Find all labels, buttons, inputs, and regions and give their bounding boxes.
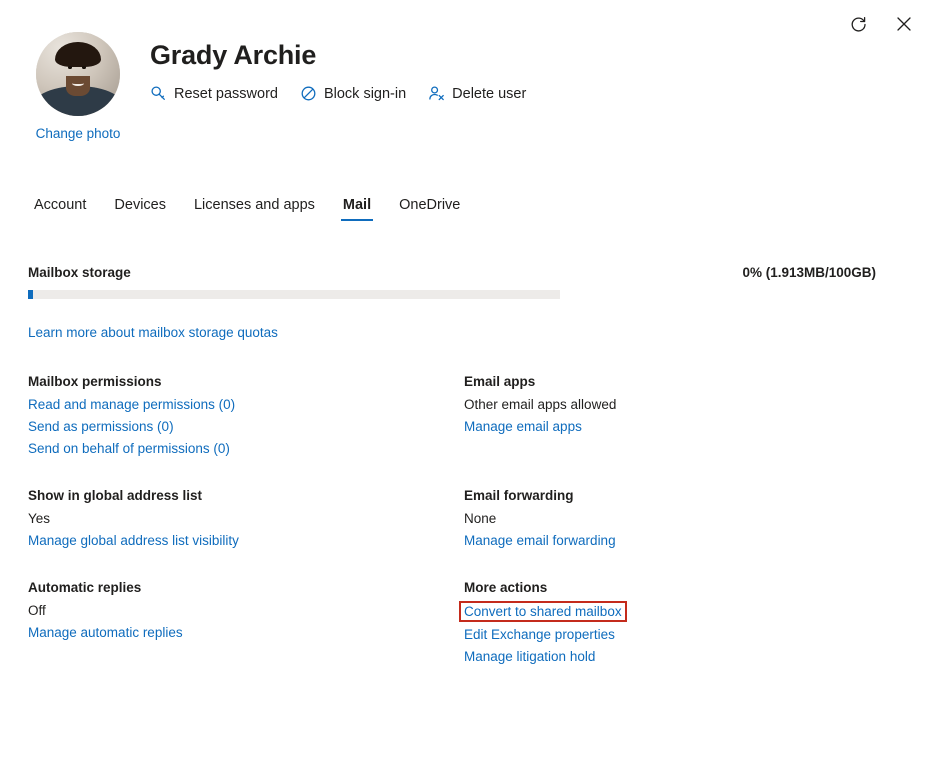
global-address-list-value: Yes [28,511,51,526]
identity-column [150,32,526,102]
email-forwarding-title: Email forwarding [464,488,574,503]
block-icon [300,85,317,102]
mailbox-storage-bar-row [28,290,904,299]
send-as-permissions-link[interactable]: Send as permissions (0) [28,419,174,434]
mailbox-permissions-title: Mailbox permissions [28,374,162,389]
reset-password-button[interactable] [150,85,278,102]
manage-global-address-list-visibility-link[interactable]: Manage global address list visibility [28,533,239,548]
manage-litigation-hold-link[interactable]: Manage litigation hold [464,649,596,664]
storage-progress-fill [28,290,33,299]
close-button[interactable] [888,8,920,40]
refresh-icon [849,15,868,34]
tab-licenses-and-apps[interactable]: Licenses and apps [193,196,315,213]
global-address-list-title: Show in global address list [28,488,203,503]
group-automatic-replies [28,580,464,671]
group-more-actions [464,580,904,671]
mailbox-storage-label: Mailbox storage [28,265,131,280]
tab-mail[interactable]: Mail [329,198,385,222]
delete-user-button[interactable] [428,85,526,102]
key-icon [150,85,167,102]
tab-bar [28,187,932,221]
mail-settings-grid [28,374,904,696]
edit-exchange-properties-link[interactable]: Edit Exchange properties [464,627,615,642]
delete-user-label: Delete user [452,85,527,102]
convert-to-shared-mailbox-link[interactable]: Convert to shared mailbox [461,603,625,620]
page-title: Grady Archie [150,40,317,70]
storage-progress-track [28,290,560,299]
mailbox-storage-value: 0% (1.913MB/100GB) [742,265,876,280]
read-and-manage-permissions-link[interactable]: Read and manage permissions (0) [28,397,236,412]
block-signin-label: Block sign-in [323,85,407,102]
group-mailbox-permissions [28,374,464,463]
mailbox-storage-section [28,265,904,342]
change-photo-link[interactable]: Change photo [35,126,121,141]
manage-automatic-replies-link[interactable]: Manage automatic replies [28,625,183,640]
send-on-behalf-of-permissions-link[interactable]: Send on behalf of permissions (0) [28,441,230,456]
window-controls [842,8,920,40]
refresh-button[interactable] [842,8,874,40]
more-actions-title: More actions [464,580,548,595]
tab-account[interactable]: Account [34,196,87,213]
automatic-replies-value: Off [28,603,46,618]
block-signin-button[interactable] [300,85,406,102]
group-email-apps [464,374,904,463]
manage-email-forwarding-link[interactable]: Manage email forwarding [464,533,616,548]
email-apps-title: Email apps [464,374,536,389]
reset-password-label: Reset password [174,85,278,102]
tab-onedrive[interactable]: OneDrive [399,196,461,213]
quick-actions [150,85,526,102]
close-icon [894,14,914,34]
email-forwarding-value: None [464,511,497,526]
tab-devices[interactable]: Devices [114,196,166,213]
automatic-replies-title: Automatic replies [28,580,142,595]
user-header [0,0,932,141]
email-apps-value: Other email apps allowed [464,397,617,412]
group-email-forwarding [464,488,904,555]
learn-more-storage-quotas-link[interactable]: Learn more about mailbox storage quotas [28,325,278,340]
avatar [36,32,120,116]
person-delete-icon [428,85,445,102]
manage-email-apps-link[interactable]: Manage email apps [464,419,582,434]
avatar-column [28,32,128,141]
group-global-address-list [28,488,464,555]
